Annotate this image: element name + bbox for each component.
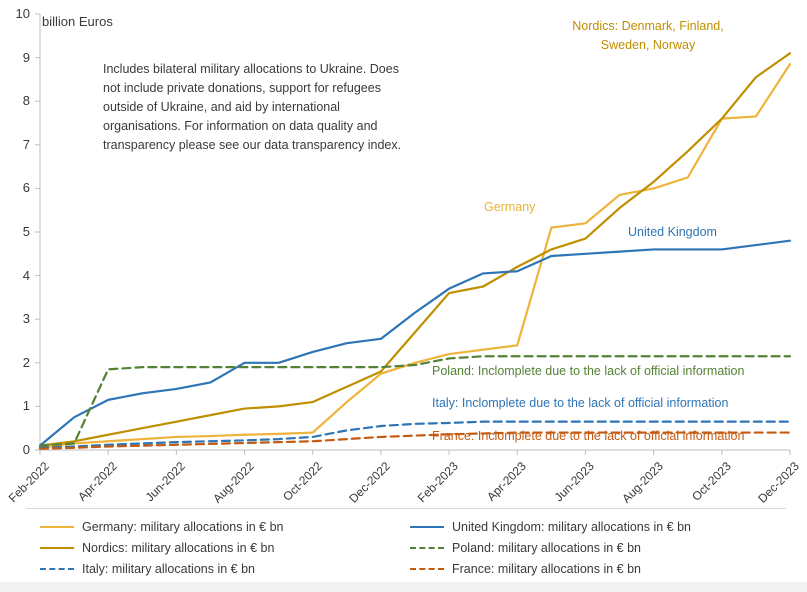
y-axis-tick-label: 0 — [22, 442, 30, 457]
chart-note: Includes bilateral military allocations to Ukraine. Does not include private donations, support for refugees outside of Ukraine, and aid by international organisations. For information on data quality and transparency please see our data transparency index. — [103, 62, 402, 152]
y-axis-unit-label: billion Euros — [42, 14, 113, 29]
y-axis-tick-label: 4 — [22, 267, 30, 283]
annotation-france: France: Inclomplete due to the lack of official information — [432, 429, 745, 443]
y-axis-tick-label: 10 — [15, 6, 30, 21]
x-axis-tick-label: Apr-2022 — [75, 459, 121, 504]
y-axis-tick-label: 3 — [22, 311, 30, 327]
legend-item[interactable] — [40, 537, 400, 558]
legend-item[interactable] — [410, 558, 770, 579]
x-axis-tick-label: Dec-2022 — [346, 459, 393, 506]
annotation-nordics-line1: Nordics: Denmark, Finland, — [572, 19, 724, 33]
legend-swatch-germany — [40, 526, 74, 528]
x-axis-tick-label: Feb-2022 — [5, 459, 52, 506]
bottom-band — [0, 582, 807, 592]
annotation-nordics-line2: Sweden, Norway — [600, 38, 696, 52]
x-axis-tick-label: Aug-2022 — [209, 459, 257, 506]
legend-item[interactable] — [40, 558, 400, 579]
y-axis-tick-label: 1 — [22, 398, 30, 414]
x-axis-tick-label: Apr-2023 — [484, 459, 530, 504]
annotation-germany: Germany — [484, 200, 536, 214]
x-axis-tick-label: Jun-2023 — [552, 459, 598, 505]
annotation-italy: Italy: Inclomplete due to the lack of official information — [432, 396, 729, 410]
x-axis-tick-label: Jun-2022 — [142, 459, 189, 505]
legend-item[interactable] — [40, 516, 400, 537]
y-axis-tick-label: 7 — [22, 136, 30, 152]
annotation-poland: Poland: Inclomplete due to the lack of official information — [432, 364, 745, 378]
legend-label: Nordics: military allocations in € bn — [82, 540, 275, 555]
legend-swatch-united-kingdom — [410, 526, 444, 528]
legend-label: Italy: military allocations in € bn — [82, 561, 255, 576]
y-axis-tick-label: 5 — [22, 224, 30, 239]
y-axis-tick-label: 6 — [22, 180, 30, 196]
legend-label: Poland: military allocations in € bn — [452, 540, 641, 555]
legend-item[interactable] — [410, 537, 770, 558]
legend-label: United Kingdom: military allocations in € bn — [452, 519, 692, 534]
y-axis-tick-label: 2 — [22, 354, 30, 370]
y-axis-tick-label: 8 — [22, 93, 30, 109]
legend-swatch-italy — [40, 568, 74, 570]
legend-label: Germany: military allocations in € bn — [82, 519, 284, 534]
x-axis-tick-label: Feb-2023 — [414, 459, 461, 506]
legend-label: France: military allocations in € bn — [452, 561, 641, 576]
x-axis-tick-label: Dec-2023 — [755, 459, 802, 506]
x-axis-tick-label: Oct-2023 — [688, 459, 734, 504]
x-axis-tick-label: Oct-2022 — [279, 459, 325, 504]
annotation-nordics — [548, 17, 748, 55]
series-line — [40, 241, 790, 446]
chart-legend — [40, 516, 770, 579]
legend-swatch-poland — [410, 547, 444, 549]
legend-swatch-nordics — [40, 547, 74, 549]
legend-swatch-france — [410, 568, 444, 570]
legend-item[interactable] — [410, 516, 770, 537]
y-axis-tick-label: 9 — [22, 49, 30, 65]
annotation-united-kingdom: United Kingdom — [628, 225, 717, 239]
x-axis-tick-label: Aug-2023 — [618, 459, 666, 506]
